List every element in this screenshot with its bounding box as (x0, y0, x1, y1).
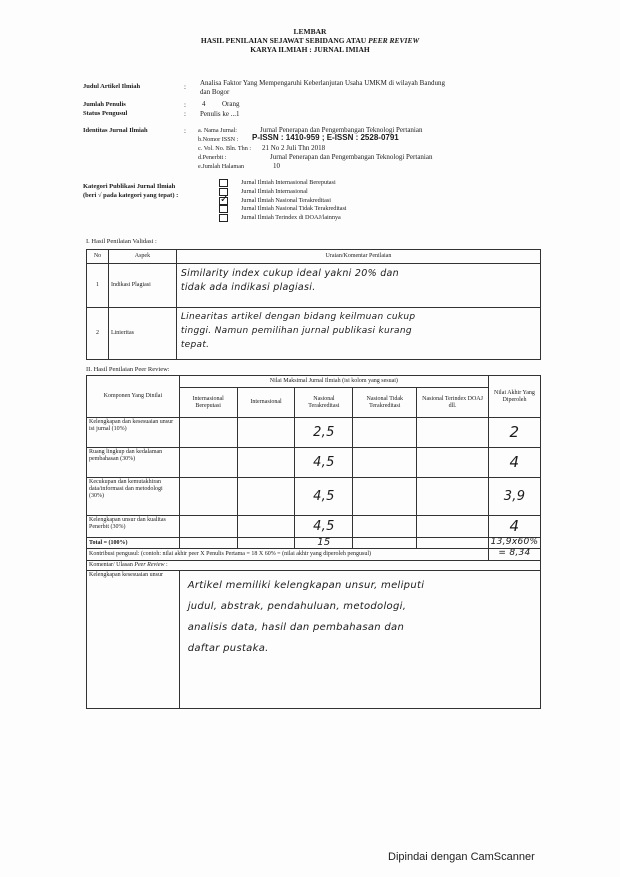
judul-label: Judul Artikel Ilmiah (83, 83, 141, 90)
status-pengusul-value: Penulis ke ...1 (200, 110, 240, 118)
komentar-label-italic: Peer Review (134, 562, 165, 568)
colon: : (184, 127, 186, 135)
jumlah-halaman-value: 10 (273, 162, 280, 170)
kategori-option-label: Jurnal Ilmiah Internasional (241, 187, 308, 195)
kategori-instruction: (beri √ pada kategori yang tepat) : (83, 192, 179, 199)
table-row (87, 418, 541, 448)
sub-col: Internasional Bereputasi (179, 388, 237, 418)
col-no: No (87, 250, 109, 264)
nasional-cell[interactable]: 2,5 (295, 418, 353, 448)
col-komponen: Komponen Yang Dinilai (87, 376, 180, 418)
sub-col: Nasional Tidak Terakreditasi (353, 388, 417, 418)
empty-cell[interactable] (237, 448, 295, 478)
col-nilai-akhir: Nilai Akhir Yang Diperoleh (488, 376, 540, 418)
table-row (87, 516, 541, 538)
nama-jurnal-value: Jurnal Penerapan dan Pengembangan Teknologi Pertanian (260, 126, 423, 134)
kontribusi-row (87, 549, 541, 561)
kategori-option-label: Jurnal Ilmiah Nasional Tidak Terakreditasi (241, 205, 347, 213)
empty-cell[interactable] (417, 448, 489, 478)
header-line-3: KARYA ILMIAH : JURNAL IMIAH (250, 45, 370, 54)
empty-cell[interactable] (237, 516, 295, 538)
empty-cell[interactable] (417, 418, 489, 448)
table-row (87, 308, 541, 360)
akhir-cell[interactable]: 3,9 (488, 478, 540, 516)
check-mark-icon: ✓ (220, 193, 229, 205)
komponen-cell: Kecukupan dan kemutakhiran data/informasi dan metodologi (30%) (87, 478, 180, 516)
kontribusi-label: Kontribusi pengusul: (contoh: nilai akhir peer X Penulis Pertama = 18 X 60% = (nilai akhir yang diperoleh pengusul) (87, 549, 489, 561)
komentar-text[interactable] (179, 571, 540, 709)
review-table (86, 375, 541, 709)
row-no: 1 (87, 264, 109, 308)
komentar-row (87, 571, 541, 709)
empty-cell[interactable] (237, 538, 295, 549)
total-row (87, 538, 541, 549)
judul-value (200, 79, 530, 96)
sub-col: Internasional (237, 388, 295, 418)
nama-jurnal-label: a. Nama Jurnal: (198, 127, 238, 134)
judul-value-line-2: dan Bogor (200, 87, 230, 96)
empty-cell[interactable] (417, 478, 489, 516)
judul-value-line-1: Analisa Faktor Yang Mempengaruhi Keberlanjutan Usaha UMKM di wilayah Bandung (200, 79, 445, 87)
komentar-line: analisis data, hasil dan pembahasan dan (187, 622, 405, 633)
col-nilai-maks: Nilai Maksimal Jurnal Ilmiah (isi kolom yang sesuai) (179, 376, 488, 388)
penerbit-value: Jurnal Penerapan dan Pengembangan Teknologi Pertanian (270, 153, 433, 161)
komponen-cell: Kelengkapan unsur dan kualitas Penerbit (30%) (87, 516, 180, 538)
row-aspek: Linieritas (108, 308, 176, 360)
komponen-cell: Ruang lingkup dan kedalaman pembahasan (30%) (87, 448, 180, 478)
row-comment[interactable] (176, 264, 540, 308)
empty-cell[interactable] (179, 538, 237, 549)
empty-cell[interactable] (179, 418, 237, 448)
header-line-1: LEMBAR (293, 27, 327, 36)
komponen-cell: Kelengkapan dan kesesuaian unsur isi jurnal (10%) (87, 418, 180, 448)
empty-cell[interactable] (353, 418, 417, 448)
empty-cell[interactable] (417, 516, 489, 538)
colon: : (184, 101, 186, 109)
empty-cell[interactable] (179, 448, 237, 478)
kategori-option-label: Jurnal Ilmiah Nasional Terakreditasi (241, 196, 332, 204)
empty-cell[interactable] (353, 448, 417, 478)
colon: : (184, 83, 186, 91)
kontribusi-value[interactable]: = 8,34 (488, 549, 540, 561)
comment-line: tinggi. Namun pemilihan jurnal publikasi kurang (180, 326, 412, 336)
colon: : (184, 110, 186, 118)
header-line-2-italic: PEER REVIEW (368, 36, 420, 45)
sub-col: Nasional Terindex DOAJ dll. (417, 388, 489, 418)
table-row (87, 478, 541, 516)
kategori-label: Kategori Publikasi Jurnal Ilmiah (83, 183, 176, 190)
jumlah-penulis-unit: Orang (222, 100, 240, 108)
comment-line: tidak ada indikasi plagiasi. (180, 282, 316, 293)
row-no: 2 (87, 308, 109, 360)
akhir-cell[interactable]: 4 (488, 448, 540, 478)
validasi-title: I. Hasil Penilaian Validasi : (86, 238, 157, 245)
kategori-option-label: Jurnal Ilmiah Terindex di DOAJ/lainnya (241, 214, 341, 222)
empty-cell[interactable] (237, 418, 295, 448)
table-row (87, 448, 541, 478)
review-header-row (87, 376, 541, 388)
review-title: II. Hasil Penilaian Peer Review: (86, 366, 170, 373)
identitas-jurnal-label: Identitas Jurnal Ilmiah (83, 127, 148, 134)
col-uraian: Uraian/Komentar Penilaian (176, 250, 540, 264)
header-line-2-text: HASIL PENILAIAN SEJAWAT SEBIDANG ATAU (200, 36, 367, 45)
total-akhir[interactable]: 13,9x60% (488, 538, 540, 549)
komentar-label-text: Komentar/ Ulasan (89, 562, 133, 568)
empty-cell[interactable] (353, 516, 417, 538)
empty-cell[interactable] (179, 516, 237, 538)
nasional-cell[interactable]: 4,5 (295, 448, 353, 478)
validasi-table (86, 249, 541, 360)
nasional-cell[interactable]: 4,5 (295, 478, 353, 516)
jumlah-halaman-label: e.Jumlah Halaman (198, 163, 245, 170)
empty-cell[interactable] (417, 538, 489, 549)
komentar-line: daftar pustaka. (187, 643, 269, 654)
camscanner-watermark: Dipindai dengan CamScanner (388, 851, 535, 863)
vol-label: c. Vol. No. Bln. Thn : (198, 145, 252, 152)
validasi-header-row (87, 250, 541, 264)
row-comment[interactable] (176, 308, 540, 360)
komentar-header-row (87, 561, 541, 571)
komentar-line: Artikel memiliki kelengkapan unsur, meliputi (187, 580, 425, 591)
status-pengusul-label: Status Pengusul (83, 110, 128, 117)
issn-value: P-ISSN : 1410-959 ; E-ISSN : 2528-0791 (252, 133, 399, 142)
comment-line: Linearitas artikel dengan bidang keilmuan cukup (180, 312, 416, 322)
empty-cell[interactable] (237, 478, 295, 516)
row-aspek: Indikasi Plagiasi (108, 264, 176, 308)
comment-line: Similarity index cukup ideal yakni 20% dan (180, 268, 400, 279)
issn-label: b.Nomor ISSN : (198, 136, 239, 143)
akhir-cell[interactable]: 2 (488, 418, 540, 448)
vol-value: 21 No 2 Juli Thn 2018 (262, 144, 326, 152)
empty-cell[interactable] (353, 538, 417, 549)
kategori-checkbox[interactable] (219, 179, 228, 187)
empty-cell[interactable] (353, 478, 417, 516)
comment-line: tepat. (180, 340, 210, 350)
total-nasional[interactable]: 15 (295, 538, 353, 549)
komentar-label: Komentar/ Ulasan Peer Review : (87, 561, 541, 571)
akhir-cell[interactable]: 4 (488, 516, 540, 538)
komentar-line: judul, abstrak, pendahuluan, metodologi, (187, 601, 407, 612)
kategori-checkbox[interactable] (219, 214, 228, 222)
header-line-2 (0, 36, 620, 45)
table-row (87, 264, 541, 308)
kategori-option-label: Jurnal Ilmiah Internasional Bereputasi (241, 179, 336, 186)
sub-col: Nasional Terakreditasi (295, 388, 353, 418)
penerbit-label: d.Penerbit : (198, 154, 227, 161)
nasional-cell[interactable]: 4,5 (295, 516, 353, 538)
kategori-checkbox[interactable] (219, 205, 228, 213)
jumlah-penulis-value: 4 (202, 100, 206, 108)
col-aspek: Aspek (108, 250, 176, 264)
komentar-aspek: Kelengkapan kesesuaian unsur (87, 571, 180, 709)
jumlah-penulis-label: Jumlah Penulis (83, 101, 126, 108)
total-label: Total = (100%) (87, 538, 180, 549)
empty-cell[interactable] (179, 478, 237, 516)
